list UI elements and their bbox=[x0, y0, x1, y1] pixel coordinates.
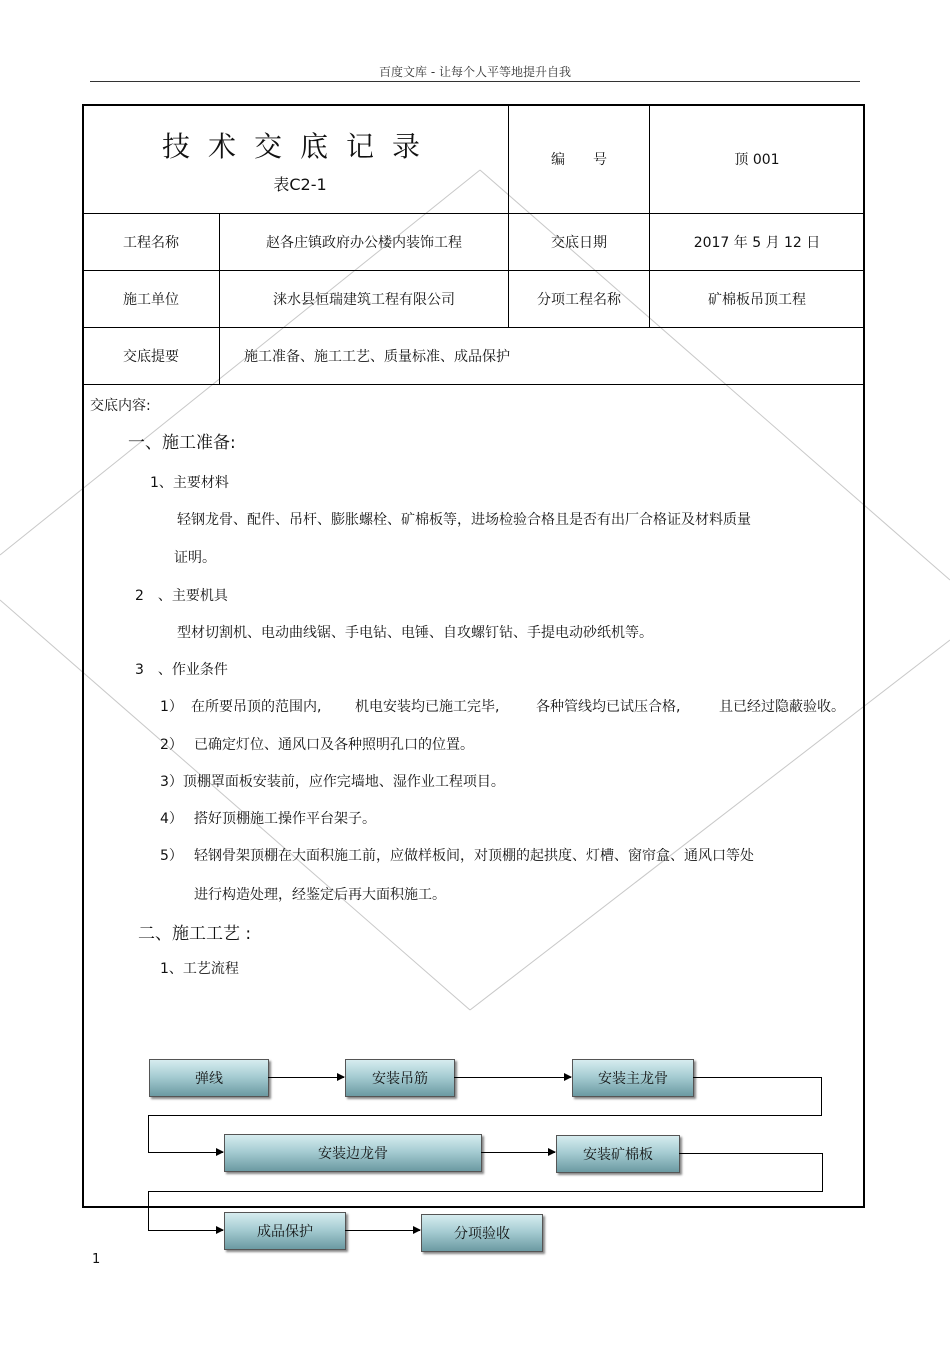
header-rule bbox=[90, 81, 860, 82]
condition-1-part: 在所要吊顶的范围内, bbox=[191, 699, 322, 715]
date-value: 2017 年 5 月 12 日 bbox=[693, 235, 821, 251]
project-name-label: 工程名称 bbox=[123, 235, 179, 251]
number-label: 编 号 bbox=[551, 152, 607, 168]
condition-1-part: 且已经过隐蔽验收。 bbox=[719, 699, 845, 715]
s1-item1-title: 1、主要材料 bbox=[150, 475, 229, 491]
flow-step-product-protection: 成品保护 bbox=[224, 1212, 346, 1250]
flow-step-install-mineral-board: 安装矿棉板 bbox=[556, 1135, 680, 1173]
content-label: 交底内容: bbox=[90, 398, 151, 414]
condition-1-part: 各种管线均已试压合格, bbox=[536, 699, 681, 715]
section-2-title: 二、施工工艺 : bbox=[138, 924, 252, 944]
project-name-value: 赵各庄镇政府办公楼内装饰工程 bbox=[266, 235, 462, 251]
subproject-value: 矿棉板吊顶工程 bbox=[708, 292, 806, 308]
flow-step-snap-line: 弹线 bbox=[149, 1059, 269, 1097]
summary-value: 施工准备、施工工艺、质量标准、成品保护 bbox=[244, 349, 510, 365]
flow-arrow bbox=[345, 1230, 420, 1231]
condition-1-number: 1） bbox=[160, 699, 183, 715]
condition-4-text: 搭好顶棚施工操作平台架子。 bbox=[194, 811, 376, 827]
number-value: 顶 001 bbox=[734, 152, 780, 168]
section-1-title: 一、施工准备: bbox=[128, 433, 236, 453]
document-title: 技术交底记录 bbox=[161, 130, 438, 163]
condition-2-text: 已确定灯位、通风口及各种照明孔口的位置。 bbox=[194, 737, 474, 753]
s1-item1-text: 轻钢龙骨、配件、吊杆、膨胀螺栓、矿棉板等，进场检验合格且是否有出厂合格证及材料质量 bbox=[177, 512, 751, 528]
page-number: 1 bbox=[92, 1252, 101, 1267]
form-number: 表C2-1 bbox=[273, 175, 327, 194]
summary-label: 交底提要 bbox=[123, 349, 179, 365]
condition-5-text-cont: 进行构造处理，经鉴定后再大面积施工。 bbox=[194, 887, 446, 903]
date-label: 交底日期 bbox=[551, 235, 607, 251]
flow-step-acceptance: 分项验收 bbox=[421, 1214, 543, 1252]
contractor-value: 涞水县恒瑞建筑工程有限公司 bbox=[273, 292, 455, 308]
s2-item1-title: 1、工艺流程 bbox=[160, 961, 239, 977]
flow-arrow bbox=[268, 1077, 344, 1078]
s1-item2-text: 型材切割机、电动曲线锯、手电钻、电锤、自攻螺钉钻、手提电动砂纸机等。 bbox=[177, 625, 653, 641]
flow-step-install-hangers: 安装吊筋 bbox=[345, 1059, 455, 1097]
contractor-label: 施工单位 bbox=[123, 292, 179, 308]
page-header: 百度文库 - 让每个人平等地提升自我 bbox=[379, 65, 571, 79]
condition-5-text: 轻钢骨架顶棚在大面积施工前，应做样板间，对顶棚的起拱度、灯槽、窗帘盒、通风口等处 bbox=[194, 848, 754, 864]
flow-step-install-main-keel: 安装主龙骨 bbox=[572, 1059, 694, 1097]
flow-arrow bbox=[148, 1230, 223, 1231]
condition-2-number: 2） bbox=[160, 737, 183, 753]
condition-5-number: 5） bbox=[160, 848, 183, 864]
subproject-label: 分项工程名称 bbox=[537, 292, 621, 308]
flow-step-install-edge-keel: 安装边龙骨 bbox=[224, 1134, 482, 1172]
flow-connector bbox=[693, 1077, 822, 1116]
flow-connector bbox=[679, 1153, 823, 1192]
s1-item3-title: 3 、作业条件 bbox=[135, 662, 228, 678]
grid-line bbox=[83, 384, 864, 385]
flow-arrow bbox=[148, 1152, 223, 1153]
flow-arrow bbox=[454, 1077, 571, 1078]
condition-1-part: 机电安装均已施工完毕, bbox=[355, 699, 500, 715]
condition-3-text: 3）顶棚罩面板安装前，应作完墙地、湿作业工程项目。 bbox=[160, 774, 505, 790]
s1-item2-title: 2 、主要机具 bbox=[135, 588, 228, 604]
condition-4-number: 4） bbox=[160, 811, 183, 827]
s1-item1-text-cont: 证明。 bbox=[174, 550, 216, 566]
flow-arrow bbox=[481, 1152, 555, 1153]
